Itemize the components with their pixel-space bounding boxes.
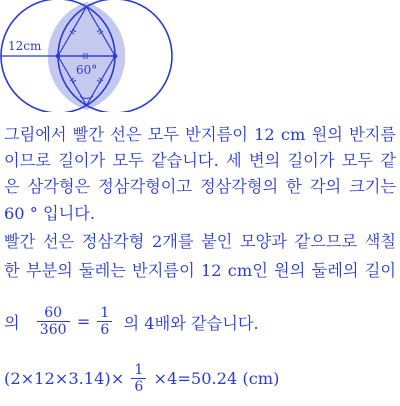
final-formula-line: [4, 362, 279, 395]
equation-prefix: 의: [4, 313, 20, 333]
explanation-line-2: 이므로 길이가 모두 같습니다. 세 변의 길이가 모두 같: [4, 151, 396, 170]
explanation-line-4: 60 ° 입니다.: [4, 204, 96, 223]
left-center-point: [56, 54, 61, 59]
fraction-60-over-360: [37, 305, 70, 338]
equals-sign: =: [76, 312, 91, 332]
fraction-numerator: 60: [37, 305, 70, 322]
fraction-numerator: 1: [97, 305, 112, 322]
fraction-denominator: 6: [134, 379, 144, 396]
right-center-point: [113, 54, 118, 59]
explanation-line-6: 한 부분의 둘레는 반지름이 12 cm인 원의 둘레의 길이: [4, 261, 396, 280]
formula-right: ×4=50.24 (cm): [153, 369, 280, 389]
formula-fraction: [131, 362, 146, 395]
fraction-denominator: 360: [39, 322, 67, 339]
explanation-line-3: 은 삼각형은 정삼각형이고 정삼각형의 한 각의 크기는: [4, 177, 396, 196]
equation-suffix: 의 4배와 같습니다.: [123, 313, 259, 333]
two-circles-figure: [0, 0, 400, 112]
fraction-equation-line: [4, 305, 259, 338]
fraction-numerator: 1: [131, 362, 146, 379]
explanation-line-5: 빨간 선은 정삼각형 2개를 붙인 모양과 같으므로 색칠: [4, 232, 396, 251]
fraction-denominator: 6: [100, 322, 110, 339]
angle-label: 60°: [76, 63, 98, 77]
explanation-line-1: 그림에서 빨간 선은 모두 반지름이 12 cm 원의 반지름: [4, 125, 396, 144]
radius-label: 12cm: [8, 39, 42, 53]
fraction-1-over-6: [97, 305, 112, 338]
formula-left: (2×12×3.14)×: [4, 369, 125, 389]
